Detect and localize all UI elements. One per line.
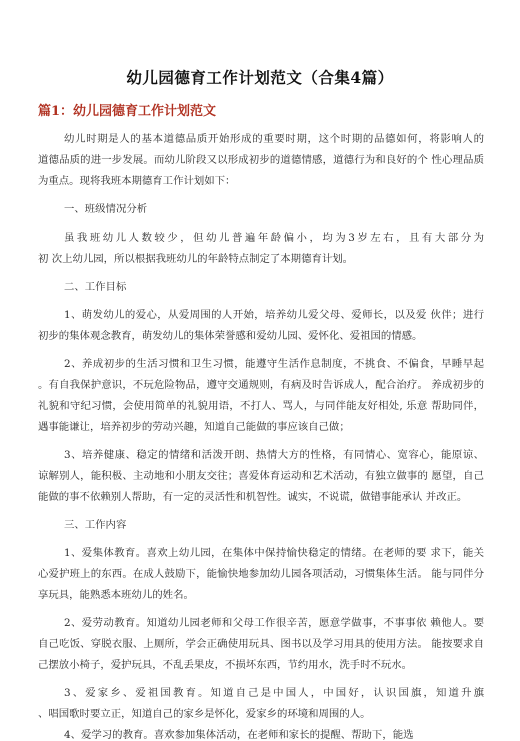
goal2-line-2: 。有自我保护意识，不玩危险物品，遵守交通规则，有病及时告诉成人，配合治疗。 养成初步的 [38, 379, 484, 391]
section-title-2: 二、工作目标 [64, 281, 127, 293]
section-title-1: 一、班级情况分析 [64, 203, 148, 215]
analysis-line-1: 虽我班幼儿人数较少，但幼儿普遍年龄偏小，均为3岁左右，且有大部分为 [64, 232, 484, 244]
intro-line-2: 道德品质的进一步发展。而幼儿阶段又以形成初步的道德情感，道德行为和良好的个 性心理品质 [38, 154, 484, 166]
content1-line-2: 心爱护班上的东西。在成人鼓励下，能愉快地参加幼儿园各项活动，习惯集体生活。 能与同伴分 [38, 568, 484, 580]
content2-line-1: 2、爱劳动教育。知道幼儿园老师和父母工作很辛苦，愿意学做事，不事事依 赖他人。要 [64, 617, 484, 629]
intro-line-1: 幼儿时期是人的基本道德品质开始形成的重要时期，这个时期的品德如何，将影响人的 [64, 133, 484, 145]
goal2-line-1: 2、养成初步的生活习惯和卫生习惯，能遵守生活作息制度，不挑食、不偏食，早睡早起 [64, 358, 484, 370]
content3-line-2: 、唱国歌时要立正，知道自己的家乡是怀化，爱家乡的环境和周围的人。 [38, 708, 371, 720]
section-title-3: 三、工作内容 [64, 519, 127, 531]
goal3-line-2: 谅解别人，能积极、主动地和小朋友交往；喜爱体育运动和艺术活动，有独立做事的 愿望，自己 [38, 470, 484, 482]
goal1-line-2: 初步的集体观念教育，萌发幼儿的集体荣誉感和爱幼儿园、爱怀化、爱祖国的情感。 [38, 330, 423, 342]
content3-line-1: 3、爱家乡、爱祖国教育。知道自己是中国人，中国好，认识国旗，知道升旗 [64, 687, 484, 699]
goal3-line-3: 能做的事不依赖别人帮助，有一定的灵活性和机智性。诚实，不说谎，做错事能承认 并改正。 [38, 491, 468, 503]
content1-line-1: 1、爱集体教育。喜欢上幼儿园，在集体中保持愉快稳定的情绪。在老师的要 求下，能关 [64, 547, 484, 559]
goal1-line-1: 1、萌发幼儿的爱心，从爱周围的人开始，培养幼儿爱父母、爱师长，以及爱 伙伴；进行 [64, 309, 484, 321]
goal2-line-3: 礼貌和守纪习惯，会使用简单的礼貌用语，不打人、骂人，与同伴能友好相处, 乐意 帮助同伴， [38, 400, 484, 412]
document-title: 幼儿园德育工作计划范文（合集4篇） [126, 68, 394, 87]
section-heading: 篇1：幼儿园德育工作计划范文 [38, 104, 217, 119]
content1-line-3: 享玩具，能熟悉本班幼儿的姓名。 [38, 589, 194, 601]
goal3-line-1: 3、培养健康、稳定的情绪和活泼开朗、热情大方的性格，有同情心、宽容心，能原谅、 [64, 449, 484, 461]
content4-line-1: 4、爱学习的教育。喜欢参加集体活动，在老师和家长的提醒、帮助下，能选 [64, 729, 414, 741]
content2-line-2: 自己吃饭、穿脱衣服、上厕所，学会正确使用玩具、图书以及学习用具的使用方法。 能按要求自 [38, 638, 484, 650]
analysis-line-2: 初 次上幼儿园，所以根据我班幼儿的年龄特点制定了本期德育计划。 [38, 253, 354, 265]
goal2-line-4: 遇事能谦让，培养初步的劳动兴趣，知道自己能做的事应该自己做； [38, 421, 350, 433]
content2-line-3: 己摆放小椅子，爱护玩具，不乱丢果皮，不损坏东西，节约用水，洗手时不玩水。 [38, 659, 413, 671]
intro-line-3: 为重点。现将我班本期德育工作计划如下： [38, 175, 236, 187]
